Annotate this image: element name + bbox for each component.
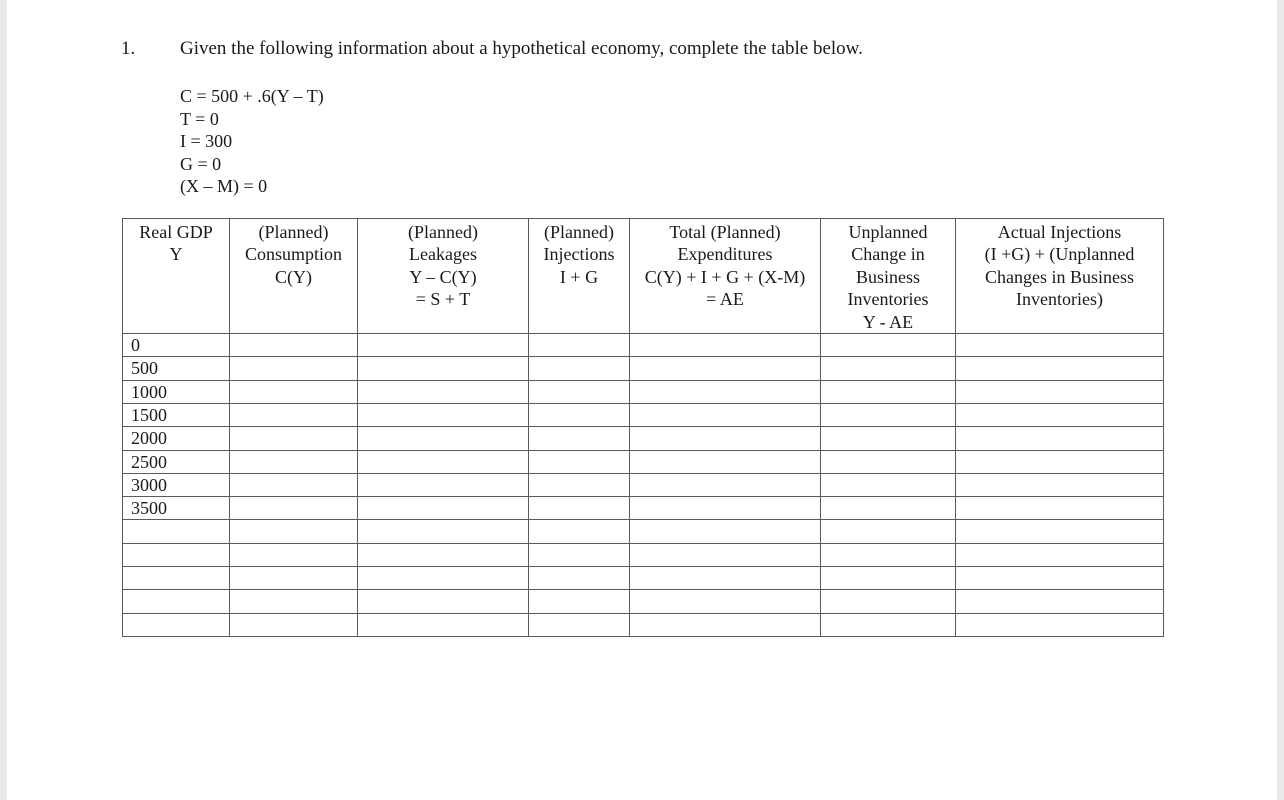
answer-cell[interactable]	[529, 427, 630, 450]
answer-cell[interactable]	[956, 450, 1164, 473]
real-gdp-cell[interactable]: 1500	[123, 403, 230, 426]
real-gdp-cell[interactable]: 500	[123, 357, 230, 380]
real-gdp-cell[interactable]	[123, 543, 230, 566]
table-row	[123, 427, 1164, 450]
answer-cell[interactable]	[630, 403, 821, 426]
answer-cell[interactable]	[358, 497, 529, 520]
header-line: (Planned)	[408, 222, 478, 242]
header-line: Real GDP	[139, 222, 213, 242]
answer-cell[interactable]	[630, 590, 821, 613]
answer-cell[interactable]	[956, 427, 1164, 450]
answer-cell[interactable]	[230, 334, 358, 357]
header-total-expenditures	[630, 219, 821, 334]
header-line: (Planned)	[544, 222, 614, 242]
equation-investment: I = 300	[180, 131, 233, 152]
header-unplanned-change	[821, 219, 956, 334]
header-line: Business	[855, 266, 920, 287]
answer-cell[interactable]	[821, 357, 956, 380]
answer-cell[interactable]	[358, 450, 529, 473]
header-line: I + G	[559, 266, 599, 287]
answer-cell[interactable]	[358, 427, 529, 450]
answer-cell[interactable]	[529, 543, 630, 566]
header-line: (Planned)	[258, 222, 329, 242]
header-line: Inventories)	[1016, 289, 1103, 310]
answer-cell[interactable]	[956, 543, 1164, 566]
answer-cell[interactable]	[821, 473, 956, 496]
header-line: = S + T	[415, 289, 471, 310]
answer-cell[interactable]	[956, 590, 1164, 613]
header-line: Actual Injections	[997, 222, 1122, 242]
answer-cell[interactable]	[358, 543, 529, 566]
equation-taxes: T = 0	[180, 108, 219, 129]
table-row	[123, 613, 1164, 636]
answer-cell[interactable]	[630, 357, 821, 380]
answer-cell[interactable]	[529, 450, 630, 473]
answer-cell[interactable]	[956, 520, 1164, 543]
table-row	[123, 450, 1164, 473]
answer-cell[interactable]	[821, 613, 956, 636]
table-row	[123, 520, 1164, 543]
answer-cell[interactable]	[529, 497, 630, 520]
answer-cell[interactable]	[358, 380, 529, 403]
answer-cell[interactable]	[358, 473, 529, 496]
answer-cell[interactable]	[529, 473, 630, 496]
answer-cell[interactable]	[230, 403, 358, 426]
answer-cell[interactable]	[230, 567, 358, 590]
answer-cell[interactable]	[821, 380, 956, 403]
equation-list	[180, 85, 324, 198]
answer-cell[interactable]	[956, 473, 1164, 496]
answer-cell[interactable]	[821, 450, 956, 473]
table-row	[123, 590, 1164, 613]
header-actual-injections	[956, 219, 1164, 334]
header-line: Inventories	[847, 289, 929, 310]
answer-cell[interactable]	[821, 334, 956, 357]
answer-cell[interactable]	[821, 403, 956, 426]
real-gdp-cell[interactable]: 2000	[123, 427, 230, 450]
answer-cell[interactable]	[529, 357, 630, 380]
answer-cell[interactable]	[630, 613, 821, 636]
answer-cell[interactable]	[956, 357, 1164, 380]
real-gdp-cell[interactable]: 0	[123, 334, 230, 357]
header-line: Y	[169, 244, 183, 265]
real-gdp-cell[interactable]: 2500	[123, 450, 230, 473]
real-gdp-cell[interactable]	[123, 590, 230, 613]
answer-cell[interactable]	[956, 497, 1164, 520]
table-row	[123, 403, 1164, 426]
answer-cell[interactable]	[630, 450, 821, 473]
header-line: Injections	[543, 244, 615, 265]
answer-cell[interactable]	[821, 543, 956, 566]
answer-cell[interactable]	[529, 403, 630, 426]
header-line: Change in	[851, 244, 925, 265]
answer-cell[interactable]	[630, 427, 821, 450]
answer-cell[interactable]	[630, 497, 821, 520]
header-leakages	[358, 219, 529, 334]
answer-cell[interactable]	[956, 567, 1164, 590]
header-line: Consumption	[244, 244, 342, 265]
answer-cell[interactable]	[230, 380, 358, 403]
question-prompt: Given the following information about a hypothetical economy, complete the table below.	[180, 38, 863, 59]
answer-cell[interactable]	[230, 357, 358, 380]
answer-cell[interactable]	[358, 590, 529, 613]
header-real-gdp	[123, 219, 230, 334]
answer-cell[interactable]	[529, 380, 630, 403]
answer-cell[interactable]	[821, 567, 956, 590]
answer-cell[interactable]	[358, 567, 529, 590]
answer-cell[interactable]	[358, 613, 529, 636]
answer-cell[interactable]	[358, 357, 529, 380]
answer-cell[interactable]	[230, 497, 358, 520]
answer-cell[interactable]	[358, 334, 529, 357]
header-line: Total (Planned)	[669, 222, 781, 242]
header-consumption	[230, 219, 358, 334]
table-body	[123, 334, 1164, 637]
answer-cell[interactable]	[630, 473, 821, 496]
answer-cell[interactable]	[956, 403, 1164, 426]
answer-cell[interactable]	[821, 590, 956, 613]
answer-cell[interactable]	[630, 520, 821, 543]
header-line: = AE	[706, 289, 744, 310]
answer-cell[interactable]	[956, 613, 1164, 636]
table-row	[123, 473, 1164, 496]
answer-cell[interactable]	[821, 520, 956, 543]
answer-cell[interactable]	[630, 543, 821, 566]
real-gdp-cell[interactable]: 1000	[123, 380, 230, 403]
table-row	[123, 497, 1164, 520]
answer-cell[interactable]	[529, 613, 630, 636]
answer-cell[interactable]	[821, 497, 956, 520]
answer-cell[interactable]	[529, 567, 630, 590]
equation-net-exports: (X – M) = 0	[180, 176, 268, 197]
table-row	[123, 357, 1164, 380]
equation-consumption: C = 500 + .6(Y – T)	[180, 86, 324, 106]
answer-cell[interactable]	[821, 427, 956, 450]
answer-cell[interactable]	[230, 473, 358, 496]
table-row	[123, 567, 1164, 590]
answer-cell[interactable]	[358, 520, 529, 543]
header-line: Changes in Business	[984, 266, 1134, 287]
header-line: C(Y)	[275, 266, 312, 287]
answer-cell[interactable]	[230, 590, 358, 613]
answer-cell[interactable]	[230, 427, 358, 450]
answer-cell[interactable]	[630, 567, 821, 590]
question-number: 1.	[121, 38, 136, 59]
header-line: Leakages	[409, 244, 477, 265]
answer-cell[interactable]	[358, 403, 529, 426]
header-injections	[529, 219, 630, 334]
answer-cell[interactable]	[630, 380, 821, 403]
answer-cell[interactable]	[230, 613, 358, 636]
real-gdp-cell[interactable]	[123, 567, 230, 590]
answer-table	[122, 218, 1164, 637]
answer-cell[interactable]	[529, 520, 630, 543]
answer-cell[interactable]	[956, 380, 1164, 403]
header-row	[123, 219, 1164, 334]
header-line: C(Y) + I + G + (X-M)	[644, 266, 806, 287]
table-row	[123, 380, 1164, 403]
header-line: Y – C(Y)	[409, 266, 477, 287]
answer-cell[interactable]	[630, 334, 821, 357]
real-gdp-cell[interactable]: 3000	[123, 473, 230, 496]
header-line: Y - AE	[862, 311, 914, 332]
header-line: (I +G) + (Unplanned	[984, 244, 1135, 265]
header-line: Unplanned	[848, 222, 928, 242]
real-gdp-cell[interactable]: 3500	[123, 497, 230, 520]
table-row	[123, 543, 1164, 566]
answer-cell[interactable]	[230, 520, 358, 543]
real-gdp-cell[interactable]	[123, 520, 230, 543]
equation-government: G = 0	[180, 153, 222, 174]
answer-cell[interactable]	[230, 450, 358, 473]
document-page	[7, 0, 1277, 800]
answer-cell[interactable]	[956, 334, 1164, 357]
answer-cell[interactable]	[230, 543, 358, 566]
table-row	[123, 334, 1164, 357]
answer-cell[interactable]	[529, 334, 630, 357]
answer-cell[interactable]	[529, 590, 630, 613]
header-line: Expenditures	[677, 244, 773, 265]
real-gdp-cell[interactable]	[123, 613, 230, 636]
